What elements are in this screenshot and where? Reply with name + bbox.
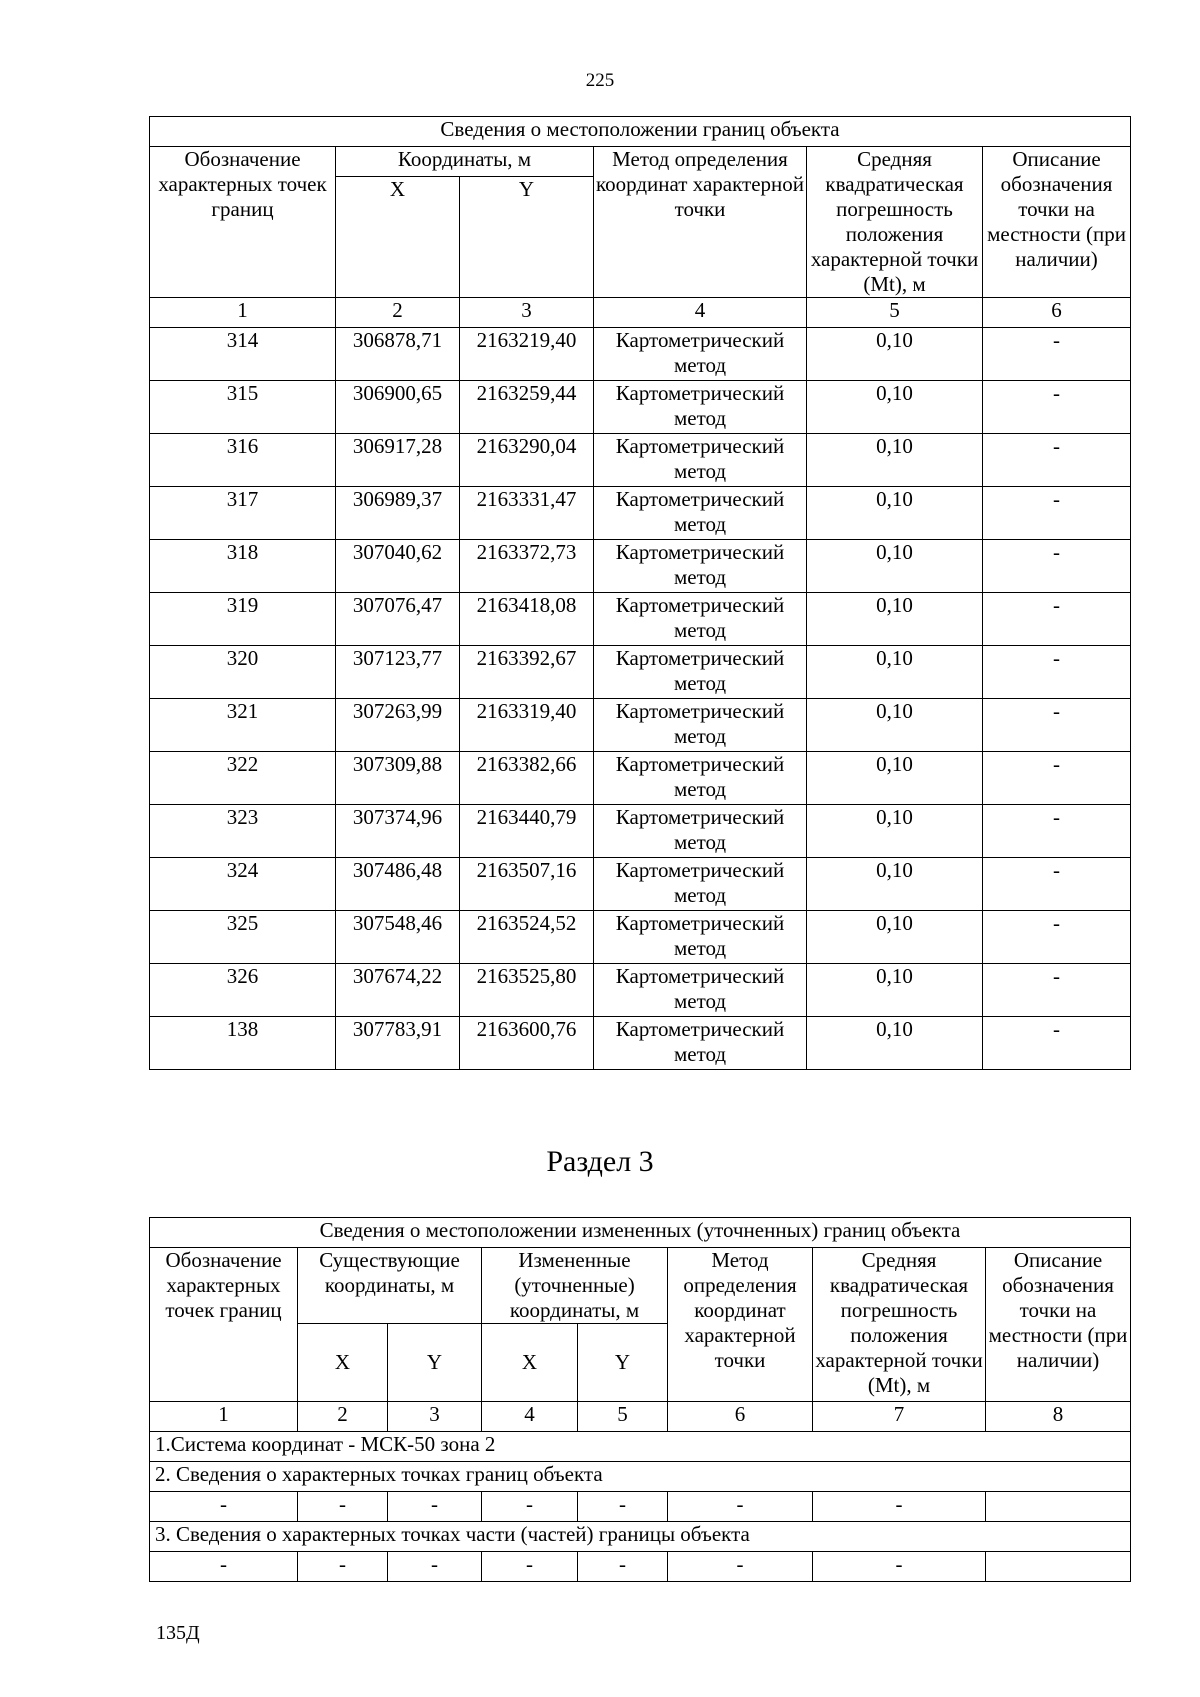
point-cell: 320 (150, 646, 336, 699)
table-row (150, 805, 1131, 858)
x-cell: 307309,88 (336, 752, 460, 805)
error-cell: 0,10 (807, 858, 983, 911)
cell: - (813, 1492, 986, 1522)
header-x: X (336, 177, 460, 298)
method-cell: Картометрический метод (594, 434, 807, 487)
description-cell: - (983, 699, 1131, 752)
description-cell: - (983, 805, 1131, 858)
column-number: 5 (578, 1402, 668, 1432)
cell: - (813, 1552, 986, 1582)
header-point: Обозначение характерных точек границ (150, 147, 336, 298)
description-cell: - (983, 434, 1131, 487)
cell: - (298, 1552, 388, 1582)
cell: - (298, 1492, 388, 1522)
error-cell: 0,10 (807, 328, 983, 381)
point-cell: 319 (150, 593, 336, 646)
column-number-row (150, 1402, 1131, 1432)
method-cell: Картометрический метод (594, 964, 807, 1017)
point-cell: 318 (150, 540, 336, 593)
point-cell: 317 (150, 487, 336, 540)
column-number: 1 (150, 298, 336, 328)
table-row (150, 328, 1131, 381)
table-row (150, 1017, 1131, 1070)
description-cell: - (983, 328, 1131, 381)
x-cell: 307374,96 (336, 805, 460, 858)
cell: - (668, 1552, 813, 1582)
point-cell: 325 (150, 911, 336, 964)
y-cell: 2163392,67 (460, 646, 594, 699)
cell: - (388, 1552, 482, 1582)
column-number: 6 (983, 298, 1131, 328)
x-cell: 307674,22 (336, 964, 460, 1017)
x-cell: 307040,62 (336, 540, 460, 593)
description-cell: - (983, 1017, 1131, 1070)
method-cell: Картометрический метод (594, 752, 807, 805)
method-cell: Картометрический метод (594, 540, 807, 593)
description-cell: - (983, 487, 1131, 540)
error-cell: 0,10 (807, 752, 983, 805)
boundary-table (149, 116, 1131, 1070)
description-cell: - (983, 593, 1131, 646)
column-number: 4 (482, 1402, 578, 1432)
column-number: 8 (986, 1402, 1131, 1432)
method-cell: Картометрический метод (594, 646, 807, 699)
changed-boundary-table (149, 1217, 1131, 1582)
x-cell: 307263,99 (336, 699, 460, 752)
cell (986, 1552, 1131, 1582)
error-cell: 0,10 (807, 805, 983, 858)
cell: - (578, 1492, 668, 1522)
table-row (150, 646, 1131, 699)
y-cell: 2163440,79 (460, 805, 594, 858)
y-cell: 2163418,08 (460, 593, 594, 646)
table-row (150, 699, 1131, 752)
x-cell: 306917,28 (336, 434, 460, 487)
point-cell: 322 (150, 752, 336, 805)
column-number: 6 (668, 1402, 813, 1432)
table-row (150, 593, 1131, 646)
point-cell: 314 (150, 328, 336, 381)
cell: - (578, 1552, 668, 1582)
x-cell: 307783,91 (336, 1017, 460, 1070)
x-cell: 306900,65 (336, 381, 460, 434)
method-cell: Картометрический метод (594, 487, 807, 540)
x-cell: 306989,37 (336, 487, 460, 540)
x-cell: 307123,77 (336, 646, 460, 699)
column-number: 4 (594, 298, 807, 328)
table-row (150, 752, 1131, 805)
cell: - (482, 1552, 578, 1582)
header-existing-x: X (298, 1324, 388, 1402)
column-number: 5 (807, 298, 983, 328)
method-cell: Картометрический метод (594, 858, 807, 911)
error-cell: 0,10 (807, 487, 983, 540)
method-cell: Картометрический метод (594, 911, 807, 964)
column-number: 7 (813, 1402, 986, 1432)
boundary-points-line: 2. Сведения о характерных точках границ объекта (150, 1462, 1131, 1492)
header-description: Описание обозначения точки на местности (при наличии) (986, 1248, 1131, 1402)
cell: - (150, 1492, 298, 1522)
description-cell: - (983, 964, 1131, 1017)
y-cell: 2163382,66 (460, 752, 594, 805)
x-cell: 306878,71 (336, 328, 460, 381)
description-cell: - (983, 381, 1131, 434)
y-cell: 2163600,76 (460, 1017, 594, 1070)
point-cell: 323 (150, 805, 336, 858)
table-row (150, 964, 1131, 1017)
cell: - (668, 1492, 813, 1522)
x-cell: 307548,46 (336, 911, 460, 964)
header-y: Y (460, 177, 594, 298)
error-cell: 0,10 (807, 434, 983, 487)
table-title: Сведения о местоположении границ объекта (150, 117, 1131, 147)
y-cell: 2163290,04 (460, 434, 594, 487)
header-description: Описание обозначения точки на местности (при наличии) (983, 147, 1131, 298)
table-row (150, 911, 1131, 964)
description-cell: - (983, 858, 1131, 911)
cell (986, 1492, 1131, 1522)
column-number: 2 (298, 1402, 388, 1432)
column-number: 1 (150, 1402, 298, 1432)
point-cell: 316 (150, 434, 336, 487)
cell: - (150, 1552, 298, 1582)
point-cell: 315 (150, 381, 336, 434)
method-cell: Картометрический метод (594, 328, 807, 381)
part-boundary-points-line: 3. Сведения о характерных точках части (частей) границы объекта (150, 1522, 1131, 1552)
method-cell: Картометрический метод (594, 699, 807, 752)
table-row (150, 434, 1131, 487)
table-row (150, 381, 1131, 434)
header-point: Обозначение характерных точек границ (150, 1248, 298, 1402)
page-number: 225 (585, 70, 615, 91)
description-cell: - (983, 646, 1131, 699)
error-cell: 0,10 (807, 593, 983, 646)
error-cell: 0,10 (807, 964, 983, 1017)
point-cell: 324 (150, 858, 336, 911)
x-cell: 307076,47 (336, 593, 460, 646)
y-cell: 2163259,44 (460, 381, 594, 434)
method-cell: Картометрический метод (594, 1017, 807, 1070)
error-cell: 0,10 (807, 646, 983, 699)
cell: - (482, 1492, 578, 1522)
column-number: 3 (460, 298, 594, 328)
y-cell: 2163507,16 (460, 858, 594, 911)
method-cell: Картометрический метод (594, 593, 807, 646)
x-cell: 307486,48 (336, 858, 460, 911)
coordinate-system-line: 1.Система координат - МСК-50 зона 2 (150, 1432, 1131, 1462)
error-cell: 0,10 (807, 381, 983, 434)
point-cell: 326 (150, 964, 336, 1017)
method-cell: Картометрический метод (594, 805, 807, 858)
column-number: 2 (336, 298, 460, 328)
y-cell: 2163524,52 (460, 911, 594, 964)
header-changed-coords: Измененные (уточненные) координаты, м (482, 1248, 668, 1324)
footer-code: 135Д (156, 1622, 200, 1644)
error-cell: 0,10 (807, 1017, 983, 1070)
table-row (150, 540, 1131, 593)
table-title: Сведения о местоположении измененных (уточненных) границ объекта (150, 1218, 1131, 1248)
header-coords: Координаты, м (336, 147, 594, 177)
header-existing-y: Y (388, 1324, 482, 1402)
header-error: Средняя квадратическая погрешность положения характерной точки (Mt), м (807, 147, 983, 298)
column-number: 3 (388, 1402, 482, 1432)
point-cell: 138 (150, 1017, 336, 1070)
description-cell: - (983, 911, 1131, 964)
y-cell: 2163525,80 (460, 964, 594, 1017)
table-row (150, 1552, 1131, 1582)
error-cell: 0,10 (807, 540, 983, 593)
method-cell: Картометрический метод (594, 381, 807, 434)
table-row (150, 487, 1131, 540)
y-cell: 2163331,47 (460, 487, 594, 540)
header-method: Метод определения координат характерной точки (594, 147, 807, 298)
section-title: Раздел 3 (546, 1145, 654, 1178)
table-row (150, 858, 1131, 911)
error-cell: 0,10 (807, 699, 983, 752)
header-existing-coords: Существующие координаты, м (298, 1248, 482, 1324)
header-changed-y: Y (578, 1324, 668, 1402)
description-cell: - (983, 752, 1131, 805)
cell: - (388, 1492, 482, 1522)
y-cell: 2163319,40 (460, 699, 594, 752)
description-cell: - (983, 540, 1131, 593)
table-row (150, 1492, 1131, 1522)
column-number-row (150, 298, 1131, 328)
header-method: Метод определения координат характерной точки (668, 1248, 813, 1402)
header-changed-x: X (482, 1324, 578, 1402)
point-cell: 321 (150, 699, 336, 752)
error-cell: 0,10 (807, 911, 983, 964)
y-cell: 2163372,73 (460, 540, 594, 593)
header-error: Средняя квадратическая погрешность положения характерной точки (Mt), м (813, 1248, 986, 1402)
y-cell: 2163219,40 (460, 328, 594, 381)
